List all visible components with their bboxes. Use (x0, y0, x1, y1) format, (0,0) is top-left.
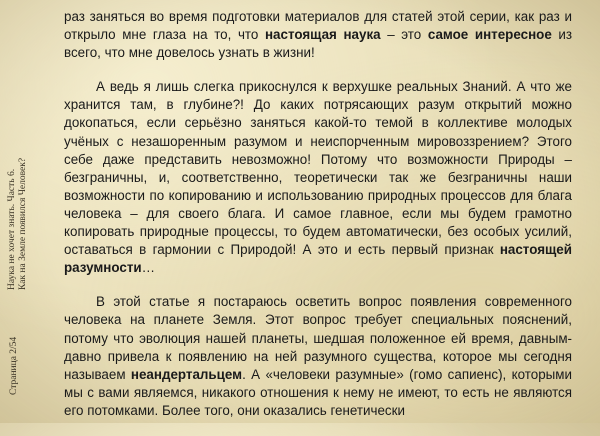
paragraph-1-text-2: – это (380, 27, 428, 43)
paragraph-3-text-2: . А «человеки разумные» (гомо сапиенс), которыми мы с вами являемся, никакого отношения к нему не имеют, то есть не являются его потомками. Более того, они оказались генетически (64, 366, 572, 418)
page-number-label: Страница 2/54 (9, 336, 19, 395)
paragraph-2-text-2: … (141, 260, 156, 276)
paragraph-1-text-3: из всего, что мне довелось узнать в жизни! (64, 27, 572, 61)
document-title-line2: Как на Земле появился Человек? (18, 157, 28, 290)
document-title-line1: Наука не хочет знать. Часть 6. (7, 168, 17, 290)
paragraph-2-text-1: А ведь я лишь слегка прикоснулся к верхушке реальных Знаний. А что же хранится там, в глубине?! До каких потрясающих разум открытий можно докопаться, если серьёзно заняться какой-то темой в коллективе молодых учёных с незашоренным разумом и неиспорченным мировоззрением? Этого себе даже представить невозможно! Потому что возможности Природы – безграничны, и, соответственно, теоретически так же безграничны наши возможности по копированию и использованию природных процессов для блага человека – для своего блага. И самое главное, если мы будем грамотно копировать природные процессы, то будем автоматически, без особых усилий, оставаться в гармонии с Природой! А это и есть первый признак (64, 79, 572, 258)
paragraph-2 (64, 78, 572, 277)
document-title-vertical (7, 158, 29, 290)
paragraph-3 (64, 293, 572, 420)
paragraph-3-text-1: В этой статье я постараюсь осветить вопрос появления современного человека на планете Земля. Этот вопрос требует специальных пояснений, потому что эволюция нашей планеты, шедшая положенное ей время, давным-давно привела к появлению на ней разумного существа, которое мы сегодня называем (64, 294, 572, 382)
article-body (64, 8, 572, 436)
paragraph-1-text-1: раз заняться во время подготовки материалов для статей этой серии, как раз и открыло мне глаза на то, что (64, 9, 572, 43)
paragraph-1-bold-1: настоящая наука (264, 27, 381, 43)
paragraph-2-bold-1: настоящей разумности (64, 242, 572, 276)
paragraph-1 (64, 8, 572, 62)
paragraph-1-bold-2: самое интересное (427, 27, 552, 43)
page-sidebar (2, 0, 36, 423)
paragraph-3-bold-1: неандертальцем (130, 366, 243, 382)
